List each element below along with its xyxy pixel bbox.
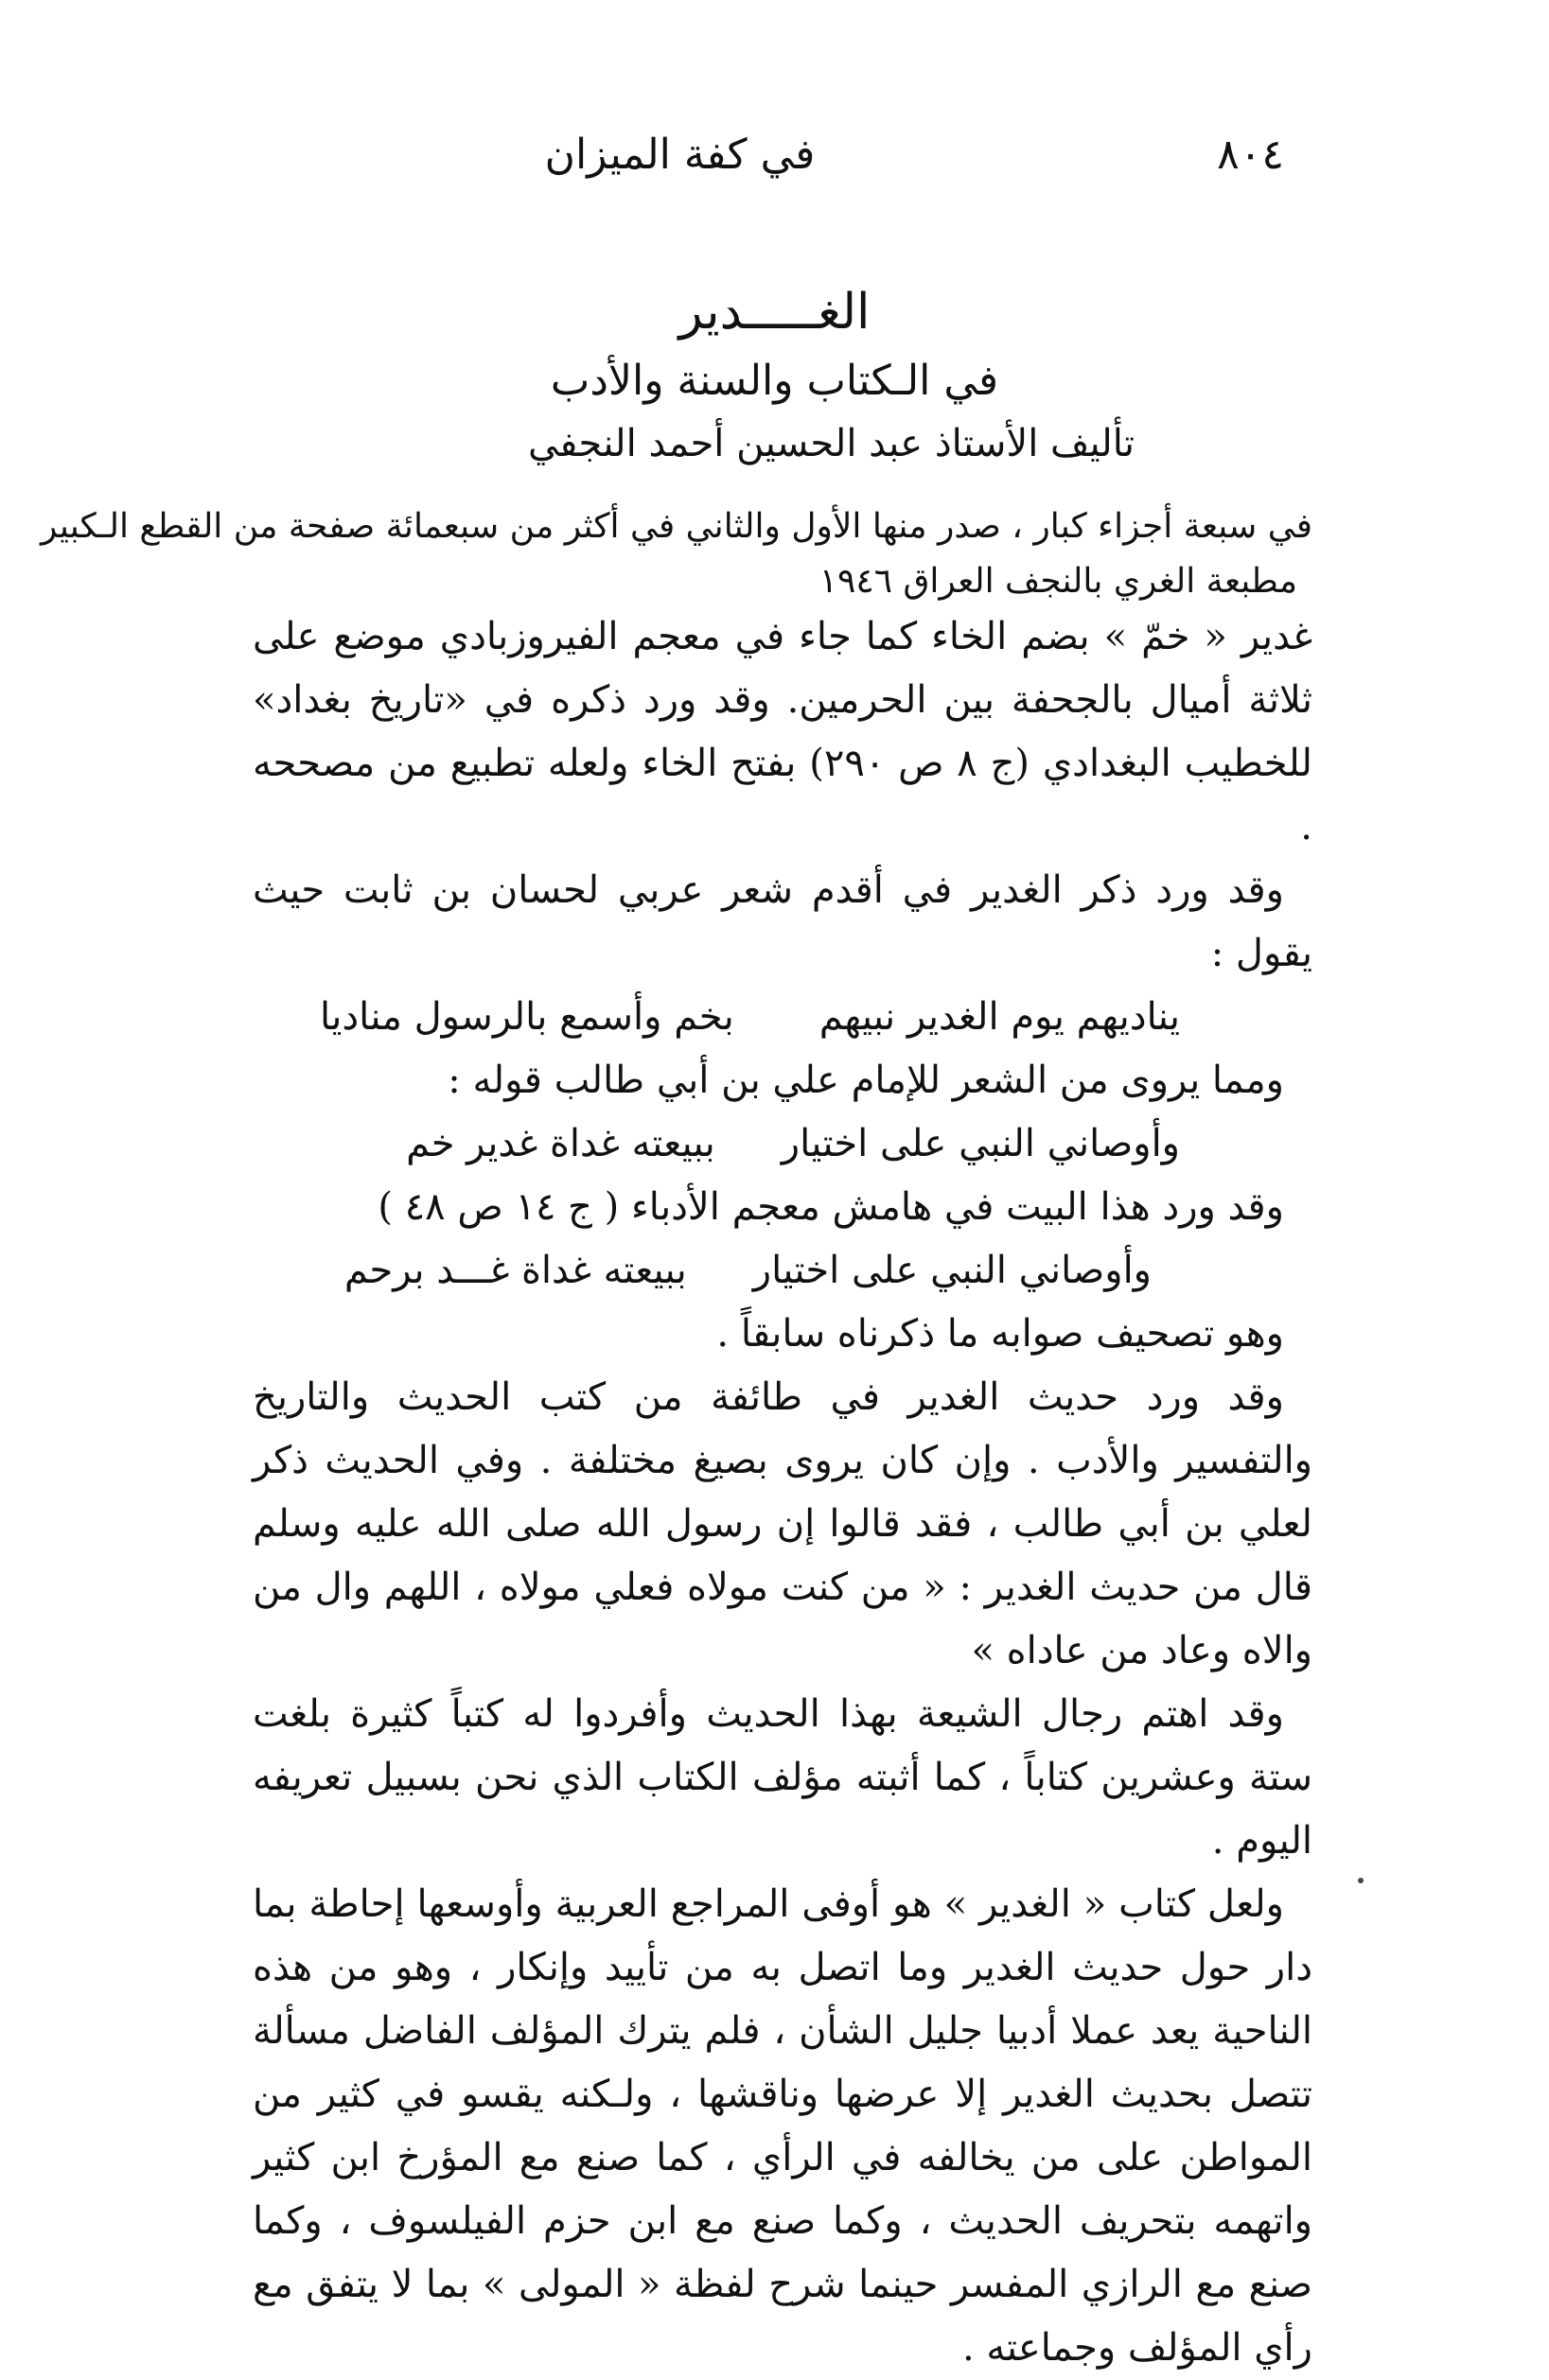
- article-body: [253, 605, 1312, 2380]
- verse-hassan: [253, 986, 1312, 1049]
- running-title: في كفة الميزان: [544, 131, 816, 179]
- paragraph-ali-poem-intro: ومما يروى من الشعر للإمام علي بن أبي طالب قوله :: [448, 1059, 1284, 1102]
- book-title: الغـــــدير: [678, 284, 871, 341]
- book-volumes-line: في سبعة أجزاء كبار ، صدر منها الأول والثاني في أكثر من سبعمائة صفحة من القطع الـكبير: [40, 507, 1312, 546]
- verse-ali: [253, 1112, 1312, 1176]
- verse-first-hemistich: يناديهم يوم الغدير نبيهم: [819, 995, 1180, 1039]
- verse-second-hemistich: بخم وأسمع بالرسول مناديا: [320, 995, 734, 1039]
- book-review-heading: [0, 274, 1549, 609]
- page-number: ٨٠٤: [1217, 131, 1284, 179]
- paragraph-ghadir-definition: غدير « خمّ » بضم الخاء كما جاء في معجم الفيروزبادي موضع على ثلاثة أميال بالجحفة بين الحرمين. وقد ورد ذكره في «تاريخ بغداد» للخطيب البغدادي (ج ٨ ص ٢٩٠) بفتح الخاء ولعله تطبيع من مصححه .: [253, 615, 1312, 849]
- verse-first-hemistich: وأوصاني النبي على اختيار: [781, 1122, 1180, 1165]
- margin-ink-dot: [1358, 1878, 1364, 1883]
- book-subtitle: في الـكتاب والسنة والأدب: [550, 357, 999, 405]
- paragraph-book-assessment: ولعل كتاب « الغدير » هو أوفى المراجع العربية وأوسعها إحاطة بما دار حول حديث الغدير وما اتصل به من تأييد وإنكار ، وهو من هذه الناحية يعد عملا أدبيا جليل الشأن ، فلم يترك المؤلف الفاضل مسألة تتصل بحديث الغدير إلا عرضها وناقشها ، ولـكنه يقسو في كثير من المواطن على من يخالفه في الرأي ، كما صنع مع المؤرخ ابن كثير واتهمه بتحريف الحديث ، وكما صنع مع ابن حزم الفيلسوف ، وكما صنع مع الرازي المفسر حينما شرح لفظة « المولى » بما لا يتفق مع رأي المؤلف وجماعته .: [253, 1882, 1313, 2370]
- book-press-line: مطبعة الغري بالنجف العراق ١٩٤٦: [819, 562, 1297, 601]
- paragraph-hadith: وقد ورد حديث الغدير في طائفة من كتب الحديث والتاريخ والتفسير والأدب . وإن كان يروى بصيغ مختلفة . وفي الحديث ذكر لعلي بن أبي طالب ، فقد قالوا إن رسول الله صلى الله عليه وسلم قال من حديث الغدير : « من كنت مولاه فعلي مولاه ، اللهم وال من والاه وعاد من عاداه »: [253, 1375, 1312, 1672]
- verse-second-hemistich: ببيعته غداة غـــد برحم: [343, 1249, 687, 1292]
- book-publication-info: [40, 499, 1312, 609]
- book-author: تأليف الأستاذ عبد الحسين أحمد النجفي: [527, 422, 1135, 465]
- verse-second-hemistich: ببيعته غداة غدير خم: [406, 1122, 715, 1165]
- paragraph-correction: وهو تصحيف صوابه ما ذكرناه سابقاً .: [716, 1312, 1284, 1356]
- paragraph-margin-note: وقد ورد هذا البيت في هامش معجم الأدباء ( ج ١٤ ص ٤٨ ): [378, 1185, 1284, 1229]
- verse-ali-variant: [253, 1239, 1312, 1303]
- running-head: [0, 131, 1549, 197]
- paragraph-hassan-poem-intro: وقد ورد ذكر الغدير في أقدم شعر عربي لحسان بن ثابت حيث يقول :: [253, 868, 1312, 975]
- verse-first-hemistich: وأوصاني النبي على اختيار: [752, 1249, 1152, 1292]
- paragraph-shia-books: وقد اهتم رجال الشيعة بهذا الحديث وأفردوا له كتباً كثيرة بلغت ستة وعشرين كتاباً ، كما أثبته مؤلف الكتاب الذي نحن بسبيل تعريفه اليوم .: [253, 1692, 1312, 1863]
